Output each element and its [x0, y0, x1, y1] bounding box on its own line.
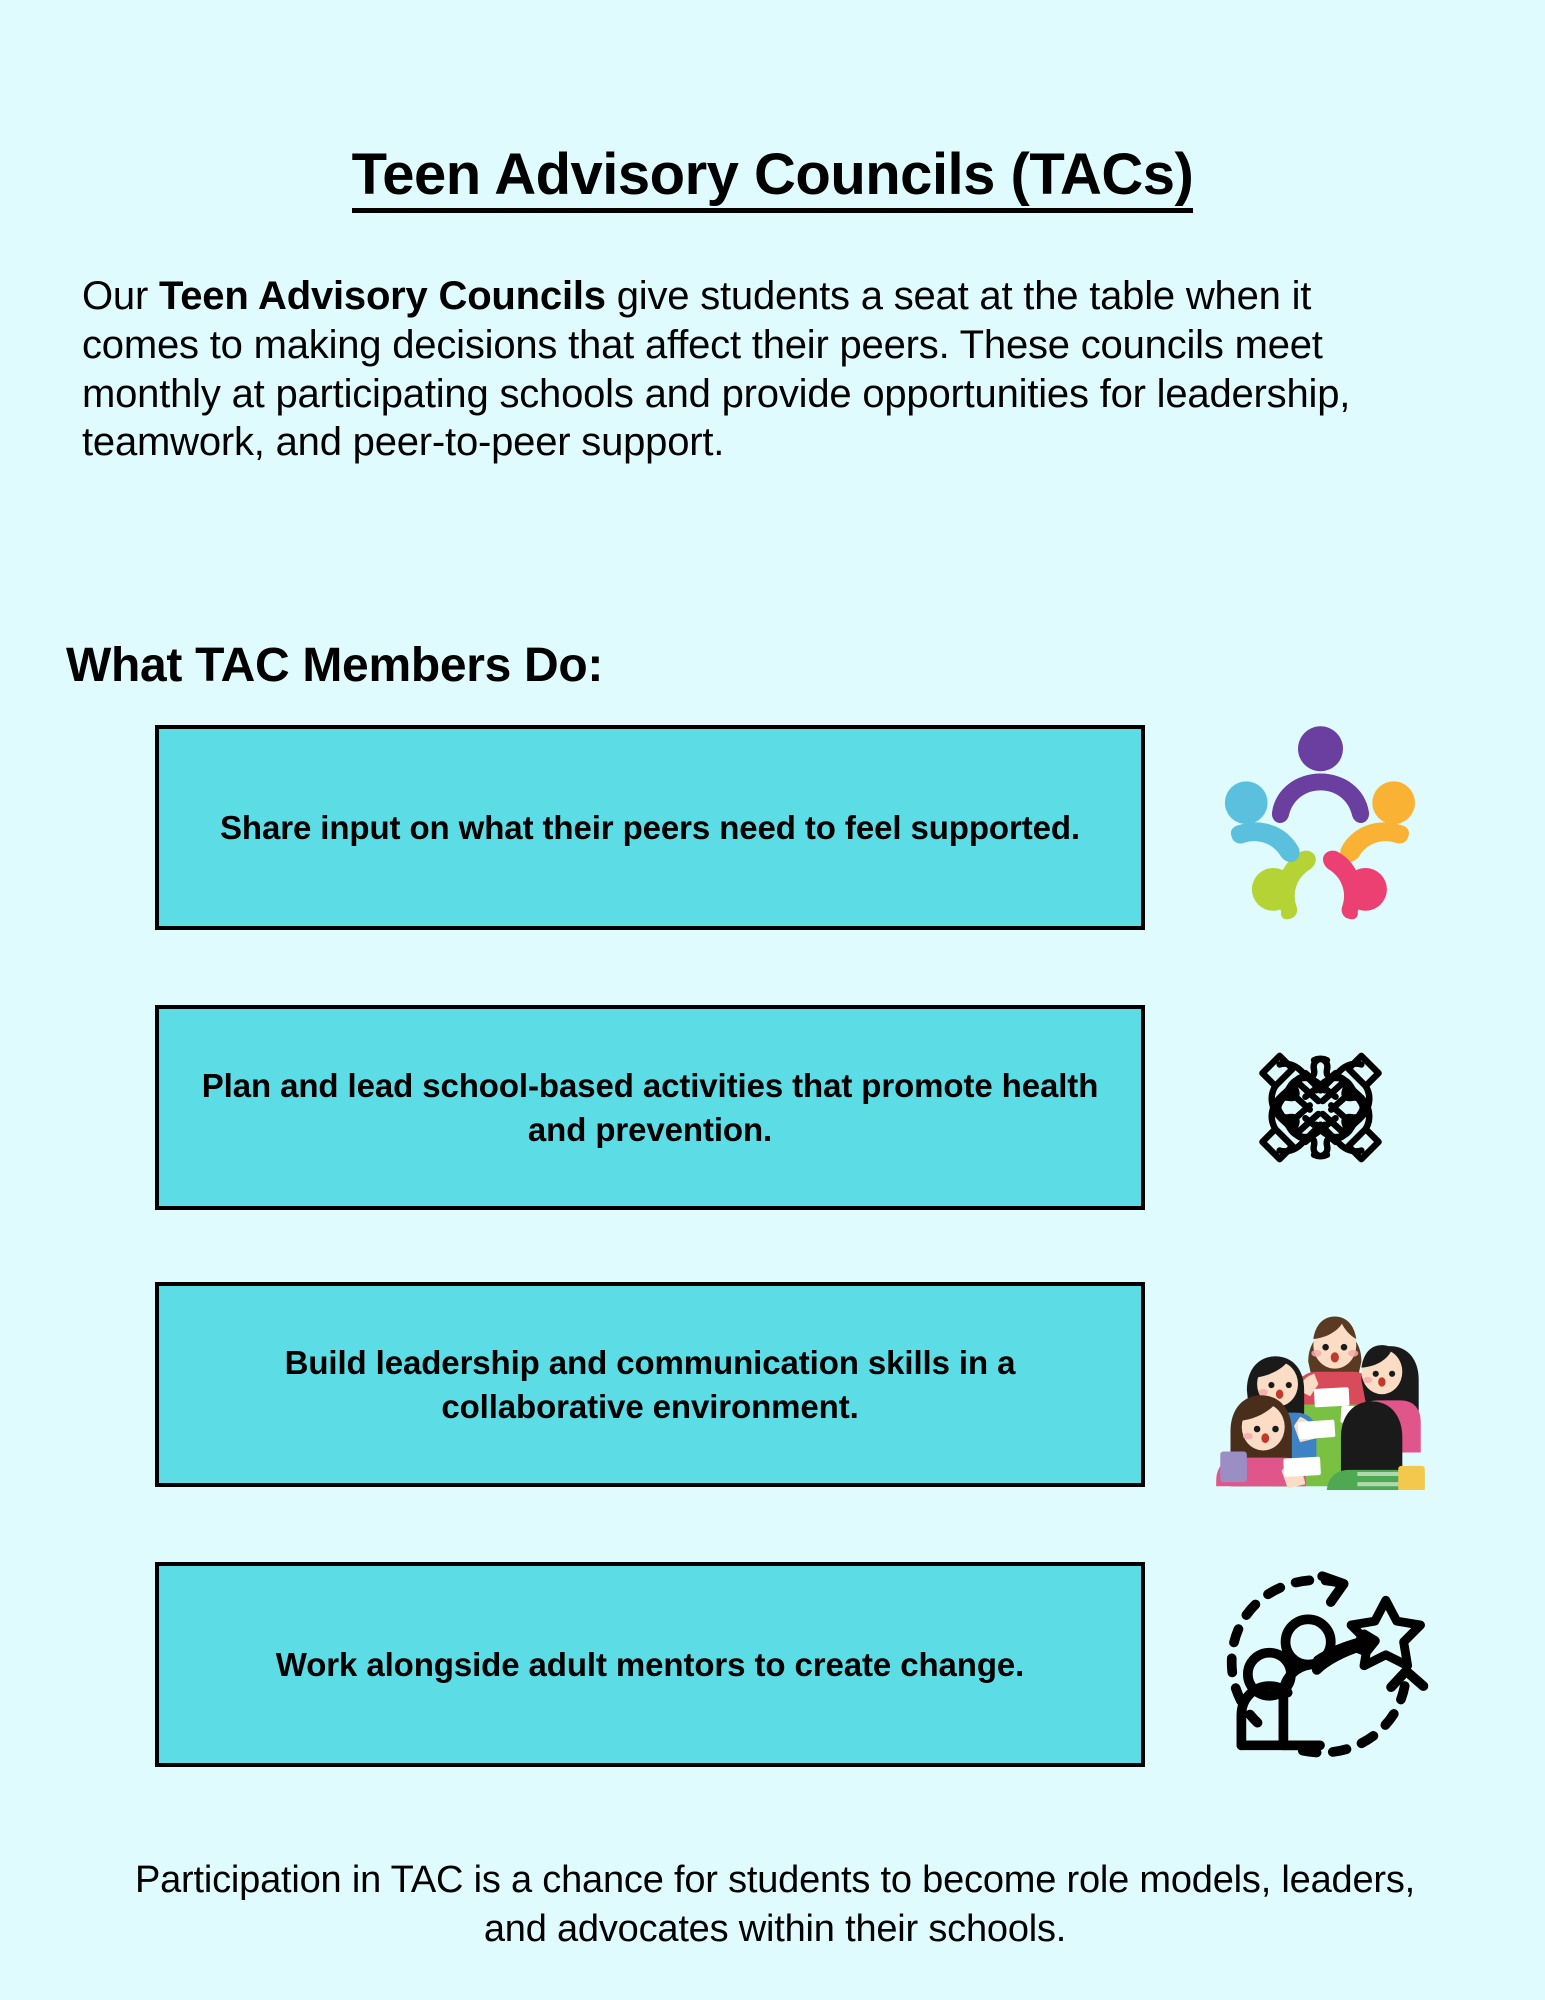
section-heading: What TAC Members Do:	[66, 638, 604, 692]
item-box-4	[155, 1562, 1145, 1767]
item-box-2	[155, 1005, 1145, 1210]
intro-rest: give students a seat at the table when it comes to making decisions that affect their peers. These councils meet monthly at participating schools and provide opportunities for leadership, teamwork, and peer-to-peer support.	[82, 274, 1351, 465]
hands-puzzle-pieces-icon	[1200, 987, 1440, 1227]
list-item	[155, 1005, 1455, 1210]
closing-paragraph: Participation in TAC is a chance for students to become role models, leaders, and advocates within their schools.	[134, 1859, 1416, 1951]
list-item	[155, 1562, 1455, 1767]
item-text-3: Build leadership and communication skills in a collaborative environment.	[284, 1343, 1016, 1425]
item-text-1: Share input on what their peers need to feel supported.	[220, 808, 1080, 846]
people-circle-icon	[1200, 707, 1440, 947]
page-title-text: Teen Advisory Councils (TACs)	[352, 145, 1194, 213]
intro-lead: Our	[82, 274, 159, 318]
item-box-3	[155, 1282, 1145, 1487]
students-at-table-icon	[1200, 1264, 1440, 1504]
item-text-2: Plan and lead school-based activities that promote health and prevention.	[201, 1066, 1099, 1148]
item-box-1	[155, 725, 1145, 930]
mentor-star-arrow-icon	[1200, 1544, 1440, 1784]
intro-bold-term: Teen Advisory Councils	[159, 274, 606, 318]
list-item	[155, 1282, 1455, 1487]
item-text-4: Work alongside adult mentors to create change.	[275, 1645, 1025, 1683]
page-title	[0, 141, 1545, 213]
intro-paragraph	[82, 272, 1422, 467]
list-item	[155, 725, 1455, 930]
